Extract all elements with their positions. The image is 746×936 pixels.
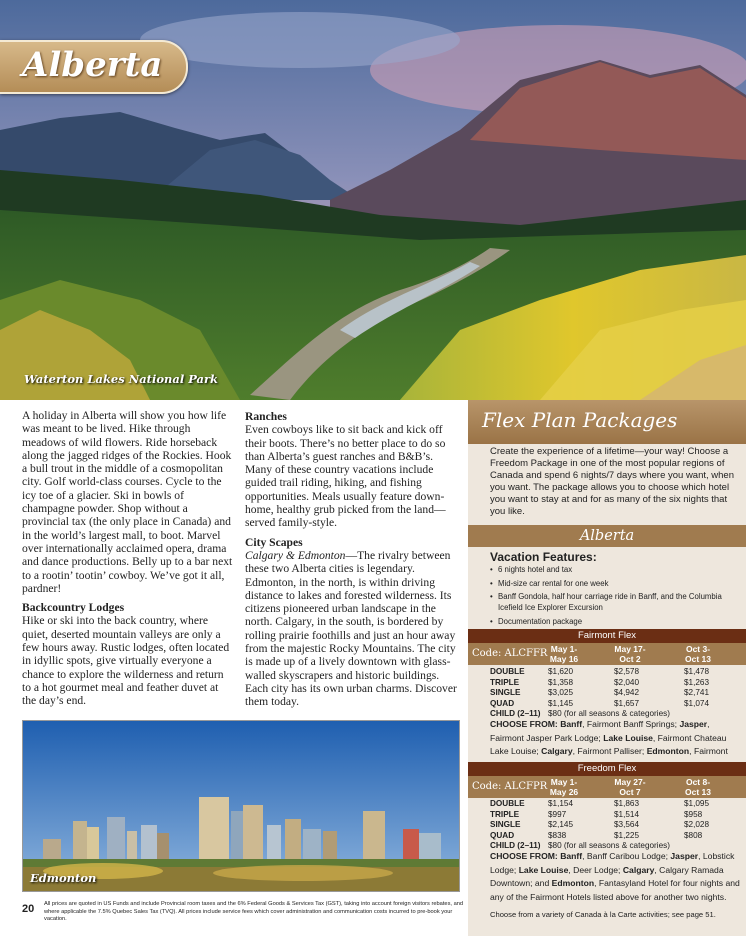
table-row: SINGLE $2,145 $3,564 $2,028 [490, 820, 710, 830]
feature-item: • 6 nights hotel and tax [490, 564, 742, 575]
table-row: TRIPLE $997 $1,514 $958 [490, 809, 703, 819]
page-number: 20 [22, 903, 35, 915]
backcountry-heading: Backcountry Lodges [22, 601, 125, 615]
ranches-heading: Ranches [245, 410, 287, 423]
table-row: QUAD $1,145 $1,657 $1,074 [490, 698, 710, 708]
page-title: Alberta [22, 45, 163, 85]
cityscapes-paragraph [245, 549, 457, 709]
fairmont-period-1: May 1- May 16 [549, 644, 579, 664]
fairmont-code: Code: ALCFFR [472, 648, 548, 659]
freedom-choose-from: CHOOSE FROM: Banff, Banff Caribou Lodge; Jasper, Lobstick Lodge; Lake Louise, Deer Lodge; Calgary, Calgary Ramada Downtown; and Edmonton, Fantasyland Hotel for four nights and any of the Fairmont Hotels listed above for another two nights. [490, 851, 740, 902]
fairmont-flex-header [468, 643, 746, 665]
table-row: QUAD $838 $1,225 $808 [490, 830, 703, 840]
feature-item: • Mid-size car rental for one week [490, 578, 742, 589]
freedom-code: Code: ALCFPR [472, 781, 548, 792]
left-column [22, 409, 234, 712]
fairmont-choose-from: CHOOSE FROM: Banff, Fairmont Banff Springs; Jasper, Fairmont Jasper Park Lodge; Lake Louise, Fairmont Chateau Lake Louise; Calgary, Fairmont Palliser; Edmonton, Fairmont [490, 719, 728, 757]
cityscapes-text: —The rivalry between these two Alberta cities is legendary. Edmonton, in the north, is within driving distance to lakes and forested wilderness. Its citizens pioneered urban landscape in the north. Calgary, in the south, is bordered by rolling prairie foothills and just an hour away from the majestic Rocky Mountains. The city is made up of a lively downtown with glass-walled skyscrapers and historic buildings. Each city has its own urban charms. Discover them today. [245, 548, 457, 709]
region-title: Alberta [579, 528, 635, 544]
freedom-flex-bar [468, 762, 746, 776]
page-title-tab [0, 40, 188, 94]
hero-photo [0, 0, 746, 400]
cityscapes-lead: Calgary & Edmonton [245, 548, 346, 562]
table-row: DOUBLE $1,620 $2,578 $1,478 [490, 667, 710, 676]
fairmont-price-rows [490, 667, 746, 720]
edmonton-caption: Edmonton [30, 871, 97, 885]
backcountry-paragraph: Hike or ski into the back country, where quiet, deserted mountain valleys are only a few hours away. Rustic lodges, often located in idyllic spots, give virtually everyone a chance to explore the wilderness and return to a hot gourmet meal and feather duvet at the day’s end. [22, 614, 230, 708]
feature-item: • Banff Gondola, half hour carriage ride in Banff, and the Columbia Icefield Ice Explorer Excursion [490, 591, 742, 613]
hero-photo-caption: Waterton Lakes National Park [24, 372, 219, 386]
pricing-footnote: All prices are quoted in US Funds and include Provincial room taxes and the 6% Federal Goods & Services Tax (GST), taking into account foreign visitors rebates, and where applicable the 7.5% Quebec Sales Tax (TVQ). All prices include service fees which cover administration and communication costs incurred to pre-book your vacation. [44, 901, 464, 923]
table-row: CHILD (2–11) $80 (for all seasons & categories) [490, 709, 670, 719]
freedom-period-3: Oct 8- Oct 13 [685, 777, 711, 797]
cityscapes-heading: City Scapes [245, 535, 303, 549]
intro-paragraph: A holiday in Alberta will show you how life was meant to be lived. Hike through meadows of wild flowers. Ride horseback along the jagged ridges of the Rockies. Hook a bull trout in the middle of a cosmopolitan city. Golf world-class courses. Cycle to the icy toe of a glacier. Ski in bowls of champagne powder. Shop without a provincial tax (the only place in Canada) and in the world’s largest mall, to boot. Marvel over internationally acclaimed opera, drama and dance productions. Belly up to a bar next to a rootin’ tootin’ cowboy. We’ve got it all, pardner! [22, 409, 233, 595]
edmonton-skyline-image [23, 721, 459, 891]
table-row: CHILD (2–11) $80 (for all seasons & categories) [490, 841, 670, 851]
region-header [468, 525, 746, 547]
freedom-period-1: May 1- May 26 [549, 777, 579, 797]
ranches-paragraph: Even cowboys like to sit back and kick off their boots. There’s no better place to do so than Alberta’s guest ranches and B&B’s. Many of these country vacations include guided trail riding, hiking, and fishing opportunities. Meals usually feature down-home, healthy grub picked from the land—served family-style. [245, 423, 446, 530]
table-row: TRIPLE $1,358 $2,040 $1,263 [490, 677, 710, 687]
fairmont-flex-bar [468, 629, 746, 643]
flex-plan-header [468, 400, 746, 444]
freedom-flex-title: Freedom Flex [577, 763, 637, 774]
edmonton-photo [22, 720, 460, 892]
vacation-features-list [490, 564, 742, 629]
table-row: SINGLE $3,025 $4,942 $2,741 [490, 688, 710, 698]
a-la-carte-note: Choose from a variety of Canada à la Carte activities; see page 51. [490, 910, 716, 919]
table-row: DOUBLE $1,154 $1,863 $1,095 [490, 799, 710, 808]
flex-plan-intro: Create the experience of a lifetime—your way! Choose a Freedom Package in one of the most popular regions of Canada and spend 6 nights/7 days where you want, when you want. The package allows you to choose which hotel you want to stay at and for as many of the six nights that you like. [490, 446, 734, 517]
fairmont-period-3: Oct 3- Oct 13 [685, 644, 711, 664]
middle-column [245, 410, 457, 713]
flex-plan-panel [468, 400, 746, 936]
freedom-price-rows [490, 799, 746, 852]
fairmont-period-2: May 17- Oct 2 [614, 644, 646, 664]
freedom-flex-header [468, 776, 746, 798]
fairmont-flex-title: Fairmont Flex [577, 630, 637, 641]
freedom-period-2: May 27- Oct 7 [614, 777, 646, 797]
vacation-features-title: Vacation Features: [490, 550, 597, 564]
feature-item: • Documentation package [490, 616, 742, 627]
flex-plan-title: Flex Plan Packages [482, 408, 678, 432]
